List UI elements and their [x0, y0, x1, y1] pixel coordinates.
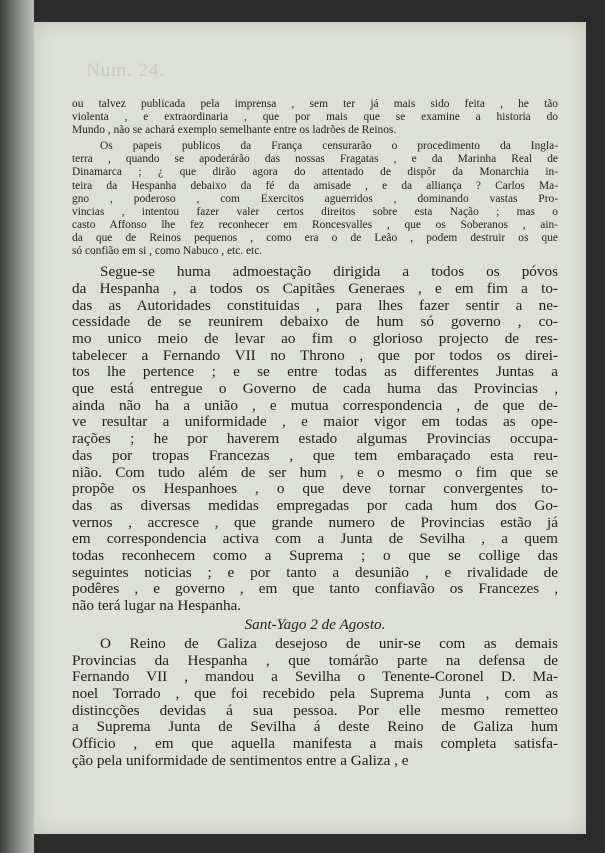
- text-line: seguintes noticias ; e por tanto a desunião , e rivalidade de: [72, 563, 558, 581]
- text-line: tabelecer a Fernando VII no Throno , que por todos os direi-: [72, 346, 558, 364]
- text-line: mo unico meio de levar ao fim o glorioso projecto de res-: [72, 329, 558, 347]
- text-line: O Reino de Galiza desejoso de unir-se com as demais: [100, 634, 558, 652]
- text-line: Dinamarca ; ¿ que dirão agora do attentado de dispôr da Monarchia in-: [72, 166, 558, 179]
- text-line: ainda não ha a união , e mutua correspondencia , de que de-: [72, 396, 558, 414]
- text-line: vernos , accresce , que grande numero de Provincias estão já: [72, 513, 558, 531]
- text-line: violenta , e extraordinaria , que por mais que se examine a historia do: [72, 111, 558, 124]
- text-line: Os papeis publicos da França censurarão o procedimento da Ingla-: [100, 140, 558, 153]
- text-line: terra , quando se apoderárão das nossas Fragatas , e da Marinha Real de: [72, 153, 558, 166]
- text-line: podêres , e governo , em que tanto confiavão os Francezes ,: [72, 580, 558, 598]
- paragraph-2: [72, 140, 558, 258]
- text-line: da Hespanha , a todos os Capitães Generaes , e em fim a to-: [72, 279, 558, 297]
- text-line: nião. Com tudo além de ser hum , e o mesmo o fim que se: [72, 463, 558, 481]
- text-line: da que de Reinos pequenos , como era o de Leão , podem destruir os que: [72, 231, 558, 244]
- paragraph-3: [72, 264, 558, 615]
- text-line: tos lhe pertence ; e se entre todas as differentes Juntas a: [72, 363, 558, 381]
- text-line: que está entregue o Governo de cada huma das Provincias ,: [72, 380, 558, 398]
- text-line: propõe os Hespanhoes , o que deve tornar convergentes to-: [72, 480, 558, 498]
- text-line: em correspondencia activa com a Junta de Sevilha , a quem: [72, 530, 558, 548]
- text-line: Officio , em que aquella manifesta a mais completa satisfa-: [72, 735, 558, 753]
- paragraph-1: [72, 98, 558, 137]
- text-line: distincções devidas á sua pessoa. Por elle mesmo remetteo: [72, 701, 558, 719]
- text-line: noel Torrado , que foi recebido pela Suprema Junta , com as: [72, 685, 558, 702]
- text-line: das as Autoridades constituidas , para lhes fazer sentir a ne-: [72, 296, 558, 314]
- paragraph-4: [72, 636, 558, 770]
- text-line: ou talvez publicada pela imprensa , sem ter já mais sido feita , he tão: [72, 98, 558, 110]
- text-line: Fernando VII , mandou a Sevilha o Tenente-Coronel D. Ma-: [72, 668, 558, 686]
- text-line: não terá lugar na Hespanha.: [72, 597, 242, 615]
- text-line: casto Affonso lhe fez reconhecer em Roncesvalles , que os Soberanos , ain-: [72, 218, 558, 231]
- text-line: ve resultar a uniformidade , e maior vigor em todas as ope-: [72, 413, 558, 431]
- show-through-page-number: Num. 24.: [86, 60, 166, 81]
- text-line: das por tropas Francezas , que tem embaraçado esta reu-: [72, 446, 558, 464]
- text-line: vincias , intentou fazer valer certos direitos sobre esta Nação ; mas o: [72, 205, 558, 218]
- text-line: só confião em si , como Nabuco , etc. etc.: [72, 245, 263, 258]
- text-line: ção pela uniformidade de sentimentos entre a Galiza , e: [72, 751, 409, 769]
- text-line: a Suprema Junta de Sevilha á deste Reino de Galiza hum: [72, 718, 558, 736]
- scan-left-edge: [0, 0, 34, 853]
- text-line: gno , poderoso , com Exercitos aguerridos , dominando vastas Pro-: [72, 192, 558, 205]
- document-page: [34, 22, 586, 834]
- dateline: Sant-Yago 2 de Agosto.: [244, 615, 386, 633]
- text-line: Provincias da Hespanha , que tomárão parte na defensa de: [72, 651, 558, 669]
- text-line: rações ; he por haverem estado algumas Provincias occupa-: [72, 430, 558, 448]
- page-text: [72, 98, 558, 770]
- text-line: Mundo , não se achará exemplo semelhante entre os ladrões de Reinos.: [72, 124, 397, 137]
- text-line: todas reconhecem como a Suprema ; o que se collige das: [72, 547, 558, 565]
- text-line: Segue-se huma admoestação dirigida a todos os póvos: [100, 263, 558, 281]
- text-line: teira da Hespanha debaixo da fé da amisade , e da alliança ? Carlos Ma-: [72, 179, 558, 192]
- text-line: das as diversas medidas empregadas por cada hum dos Go-: [72, 496, 558, 514]
- text-line: cessidade de se reunirem debaixo de hum só governo , co-: [72, 313, 558, 331]
